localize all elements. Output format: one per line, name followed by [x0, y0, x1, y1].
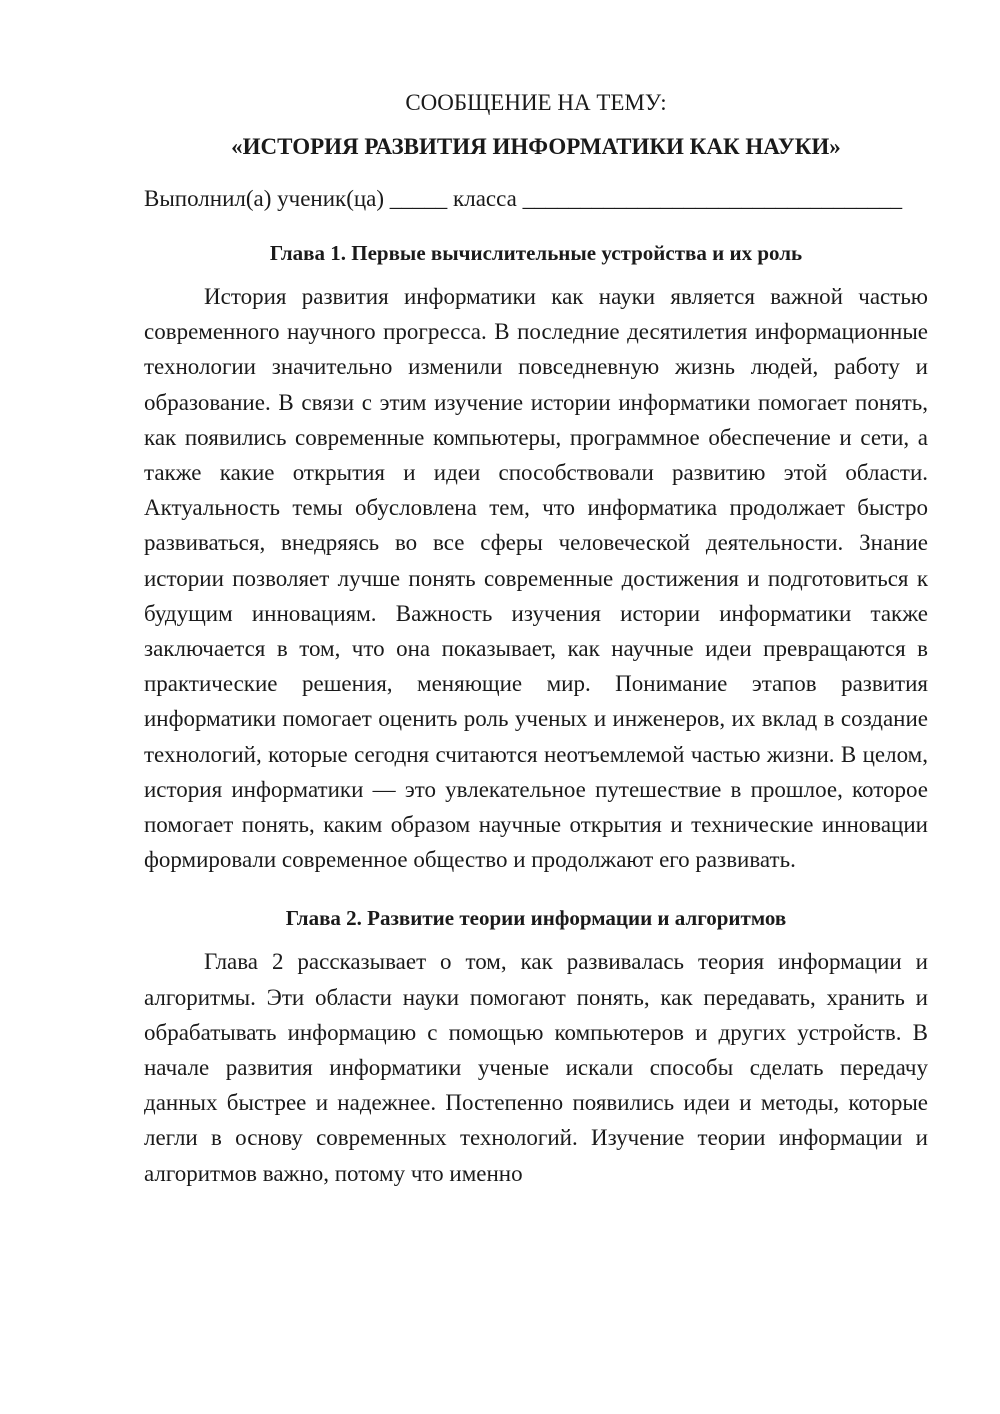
document-title: «ИСТОРИЯ РАЗВИТИЯ ИНФОРМАТИКИ КАК НАУКИ»	[231, 134, 841, 159]
author-line: Выполнил(а) ученик(ца) _____ класса _________________________________	[144, 186, 903, 211]
chapter-1-paragraph: История развития информатики как науки является важной частью современного научного прогресса. В последние десятилетия информационные технологии значительно изменили повседневную жизнь людей, работу и образование. В связи с этим изучение истории информатики помогает понять, как появились современные компьютеры, программное обеспечение и сети, а также какие открытия и идеи способствовали развитию этой области. Актуальность темы обусловлена тем, что информатика продолжает быстро развиваться, внедряясь во все сферы человеческой деятельности. Знание истории позволяет лучше понять современные достижения и подготовиться к будущим инновациям. Важность изучения истории информатики также заключается в том, что она показывает, как научные идеи превращаются в практические решения, меняющие мир. Понимание этапов развития информатики помогает оценить роль ученых и инженеров, их вклад в создание технологий, которые сегодня считаются неотъемлемой частью жизни. В целом, история информатики — это увлекательное путешествие в прошлое, которое помогает понять, каким образом научные открытия и технические инновации формировали современное общество и продолжают его развивать.	[144, 284, 928, 873]
chapter-2-paragraph: Глава 2 рассказывает о том, как развивалась теория информации и алгоритмы. Эти области науки помогают понять, как передавать, хранить и обрабатывать информацию с помощью компьютеров и других устройств. В начале развития информатики ученые искали способы сделать передачу данных быстрее и надежнее. Постепенно появились идеи и методы, которые легли в основу современных технологий. Изучение теории информации и алгоритмов важно, потому что именно	[144, 949, 928, 1186]
document-page	[144, 88, 928, 1191]
document-title-topic: СООБЩЕНИЕ НА ТЕМУ:	[405, 90, 667, 115]
chapter-2-heading: Глава 2. Развитие теории информации и алгоритмов	[285, 906, 787, 931]
chapter-1-heading: Глава 1. Первые вычислительные устройства и их роль	[269, 241, 803, 265]
